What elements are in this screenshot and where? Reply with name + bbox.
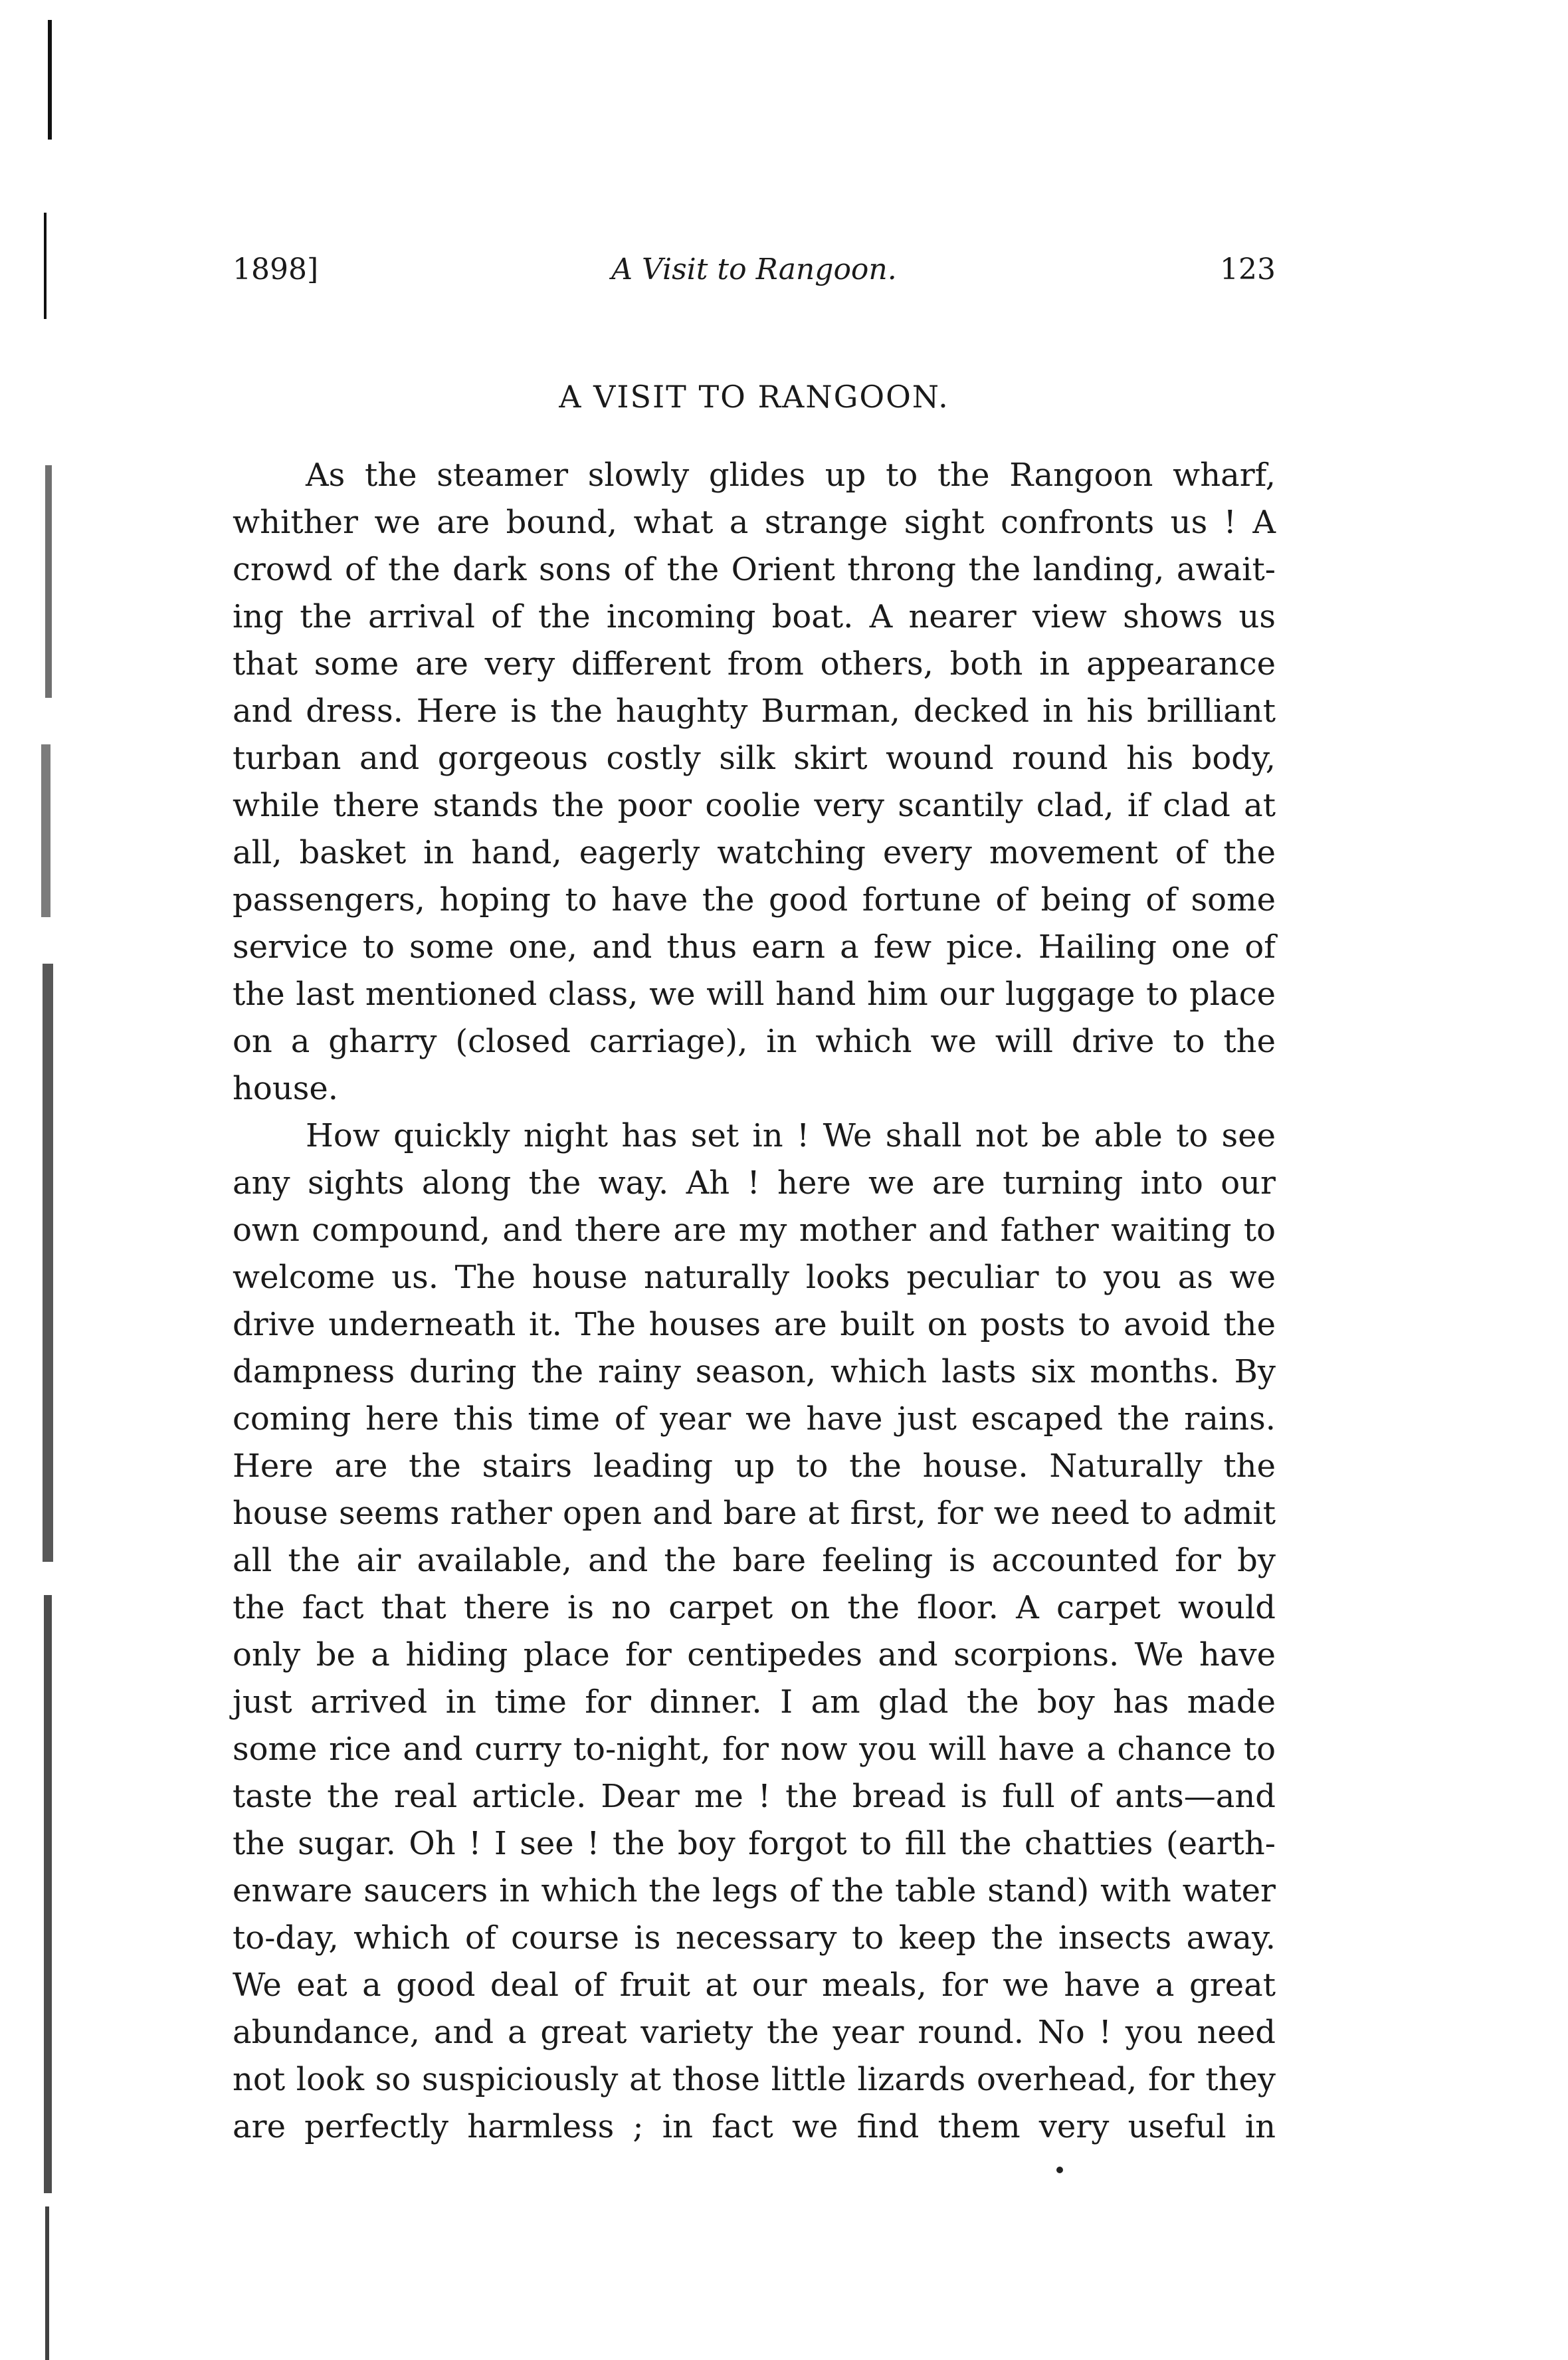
- text-line: As the steamer slowly glides up to the Rangoon wharf,: [306, 457, 1276, 494]
- text-line: and dress. Here is the haughty Burman, decked in his brilliant: [233, 693, 1276, 730]
- printer-dot: [1056, 2167, 1063, 2173]
- text-line: while there stands the poor coolie very scantily clad, if clad at: [233, 787, 1276, 824]
- text-line: on a gharry (closed carriage), in which we will drive to the: [233, 1023, 1276, 1060]
- text-line: service to some one, and thus earn a few pice. Hailing one of: [233, 928, 1276, 966]
- text-line: all the air available, and the bare feeling is accounted for by: [233, 1542, 1276, 1579]
- text-line: dampness during the rainy season, which lasts six months. By: [233, 1353, 1276, 1390]
- text-line: to-day, which of course is necessary to keep the insects away.: [233, 1919, 1276, 1957]
- text-line: some rice and curry to-night, for now you will have a chance to: [233, 1731, 1276, 1768]
- header-year: 1898]: [233, 253, 319, 286]
- text-line: Here are the stairs leading up to the house. Naturally the: [233, 1448, 1276, 1485]
- running-title: A Visit to Rangoon.: [611, 253, 897, 286]
- text-line: turban and gorgeous costly silk skirt wound round his body,: [233, 740, 1276, 777]
- text-line: are perfectly harmless ; in fact we find them very useful in: [233, 2108, 1276, 2145]
- text-line: drive underneath it. The houses are built on posts to avoid the: [233, 1306, 1276, 1343]
- running-header: [233, 253, 1276, 299]
- text-line: coming here this time of year we have just escaped the rains.: [233, 1400, 1276, 1438]
- text-line: welcome us. The house naturally looks peculiar to you as we: [233, 1259, 1276, 1296]
- text-line: not look so suspiciously at those little lizards overhead, for they: [233, 2061, 1276, 2098]
- text-line: ing the arrival of the incoming boat. A nearer view shows us: [233, 598, 1276, 635]
- text-line: just arrived in time for dinner. I am glad the boy has made: [233, 1683, 1276, 1721]
- text-line: all, basket in hand, eagerly watching every movement of the: [233, 834, 1276, 871]
- text-line: own compound, and there are my mother and father waiting to: [233, 1212, 1276, 1249]
- text-line: abundance, and a great variety the year round. No ! you need: [233, 2014, 1276, 2051]
- text-line: We eat a good deal of fruit at our meals, for we have a great: [233, 1967, 1276, 2004]
- text-line: taste the real article. Dear me ! the bread is full of ants—and: [233, 1778, 1276, 1815]
- scan-binding-edge: [29, 0, 43, 2360]
- text-line: the sugar. Oh ! I see ! the boy forgot to fill the chatties (earth-: [233, 1825, 1276, 1862]
- text-line: passengers, hoping to have the good fortune of being of some: [233, 881, 1276, 918]
- article-title: A VISIT TO RANGOON.: [559, 379, 949, 415]
- text-line: that some are very different from others, both in appearance: [233, 645, 1276, 683]
- text-line: house.: [233, 1070, 339, 1107]
- text-line: the fact that there is no carpet on the floor. A carpet would: [233, 1589, 1276, 1626]
- text-line: enware saucers in which the legs of the table stand) with water: [233, 1872, 1276, 1909]
- text-line: any sights along the way. Ah ! here we are turning into our: [233, 1164, 1276, 1202]
- text-line: the last mentioned class, we will hand him our luggage to place: [233, 976, 1276, 1013]
- article-body: [233, 452, 1276, 2151]
- text-line: How quickly night has set in ! We shall not be able to see: [306, 1117, 1276, 1154]
- page-number: 123: [1220, 253, 1276, 286]
- text-line: only be a hiding place for centipedes and scorpions. We have: [233, 1636, 1276, 1673]
- text-line: house seems rather open and bare at first, for we need to admit: [233, 1495, 1276, 1532]
- text-line: crowd of the dark sons of the Orient throng the landing, await-: [233, 551, 1276, 588]
- text-line: whither we are bound, what a strange sight confronts us ! A: [233, 504, 1276, 541]
